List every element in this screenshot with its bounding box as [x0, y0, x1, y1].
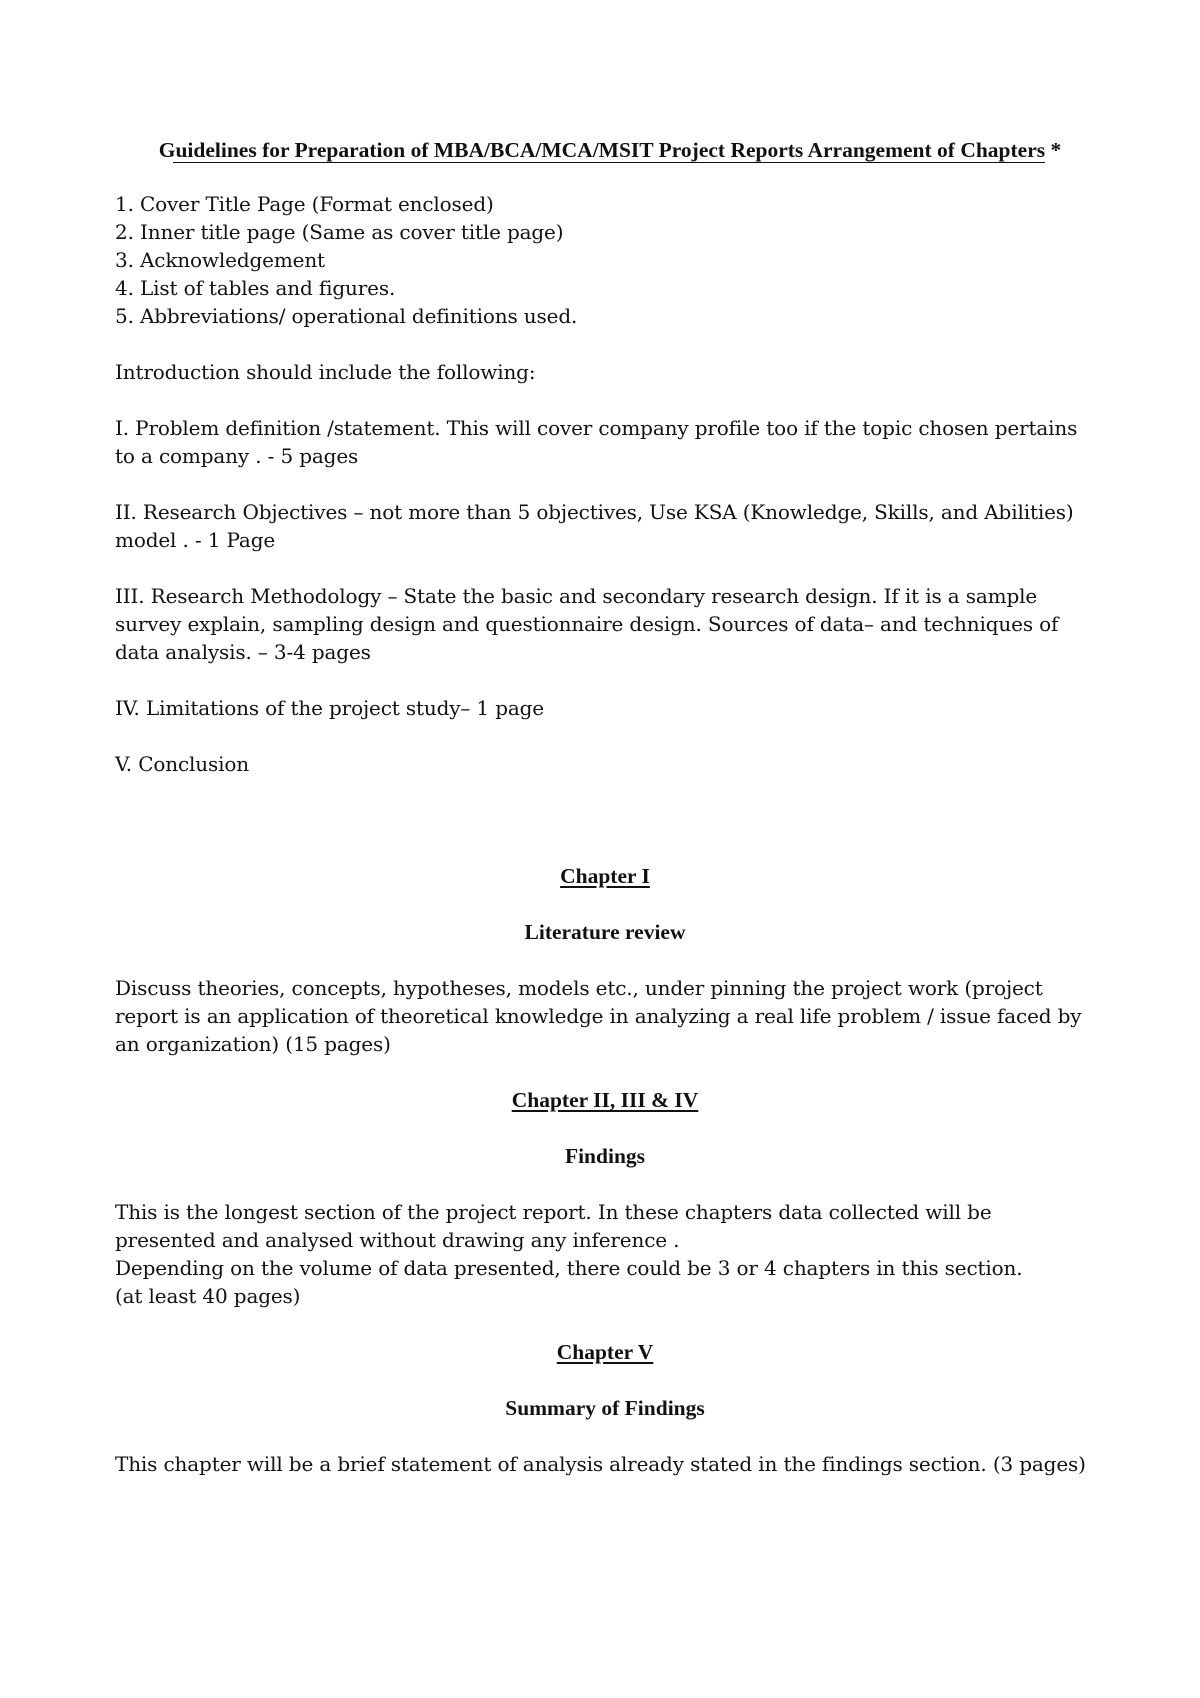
- introduction-item: IV. Limitations of the project study– 1 page: [115, 696, 544, 720]
- spacer: [115, 946, 1095, 974]
- spacer: [115, 806, 1095, 834]
- spacer: [115, 1310, 1095, 1338]
- spacer: [115, 778, 1095, 806]
- chapter-paragraph: This is the longest section of the project report. In these chapters data collected will be presented and analysed without drawing any inference .: [115, 1200, 992, 1252]
- document-content: [115, 136, 1095, 1478]
- front-matter-item: 5. Abbreviations/ operational definitions used.: [115, 304, 578, 328]
- spacer: [115, 554, 1095, 582]
- chapter-paragraph: Depending on the volume of data presented, there could be 3 or 4 chapters in this section.: [115, 1256, 1023, 1280]
- document-title: [125, 136, 1095, 164]
- chapter-paragraph: Discuss theories, concepts, hypotheses, models etc., under pinning the project work (project report is an application of theoretical knowledge in analyzing a real life problem / issue faced by an organization) (15 pages): [115, 976, 1082, 1056]
- front-matter-item: 4. List of tables and figures.: [115, 276, 396, 300]
- chapter-heading: Chapter II, III & IV: [511, 1088, 699, 1112]
- front-matter-item: 3. Acknowledgement: [115, 248, 325, 272]
- spacer: [115, 1422, 1095, 1450]
- document-title-text: Guidelines for Preparation of MBA/BCA/MCA/MSIT Project Reports Arrangement of Chapters *: [158, 138, 1062, 162]
- spacer: [115, 386, 1095, 414]
- introduction-item: V. Conclusion: [115, 752, 249, 776]
- introduction-item: I. Problem definition /statement. This will cover company profile too if the topic chosen pertains to a company . - 5 pages: [115, 416, 1078, 468]
- spacer: [115, 1114, 1095, 1142]
- spacer: [115, 722, 1095, 750]
- chapter-subheading: Literature review: [524, 920, 686, 944]
- front-matter-item: 1. Cover Title Page (Format enclosed): [115, 192, 494, 216]
- front-matter-item: 2. Inner title page (Same as cover title page): [115, 220, 564, 244]
- spacer: [115, 470, 1095, 498]
- spacer: [115, 1170, 1095, 1198]
- introduction-item: II. Research Objectives – not more than 5 objectives, Use KSA (Knowledge, Skills, and Abilities) model . - 1 Page: [115, 500, 1074, 552]
- chapter-subheading: Findings: [564, 1144, 646, 1168]
- chapter-heading: Chapter V: [556, 1340, 654, 1364]
- spacer: [115, 1366, 1095, 1394]
- spacer: [115, 834, 1095, 862]
- spacer: [115, 890, 1095, 918]
- front-matter-list: [115, 190, 1095, 330]
- chapter-subheading: Summary of Findings: [505, 1396, 705, 1420]
- introduction-item: III. Research Methodology – State the basic and secondary research design. If it is a sample survey explain, sampling design and questionnaire design. Sources of data– and techniques of data analysis. – 3-4 pages: [115, 584, 1059, 664]
- spacer: [115, 330, 1095, 358]
- title-underline: [173, 162, 1045, 163]
- chapter-heading: Chapter I: [560, 864, 650, 888]
- introduction-lead: Introduction should include the following:: [115, 360, 536, 384]
- chapter-paragraph: (at least 40 pages): [115, 1284, 301, 1308]
- spacer: [115, 666, 1095, 694]
- chapter-paragraph: This chapter will be a brief statement of analysis already stated in the findings section. (3 pages): [115, 1452, 1086, 1476]
- spacer: [115, 1058, 1095, 1086]
